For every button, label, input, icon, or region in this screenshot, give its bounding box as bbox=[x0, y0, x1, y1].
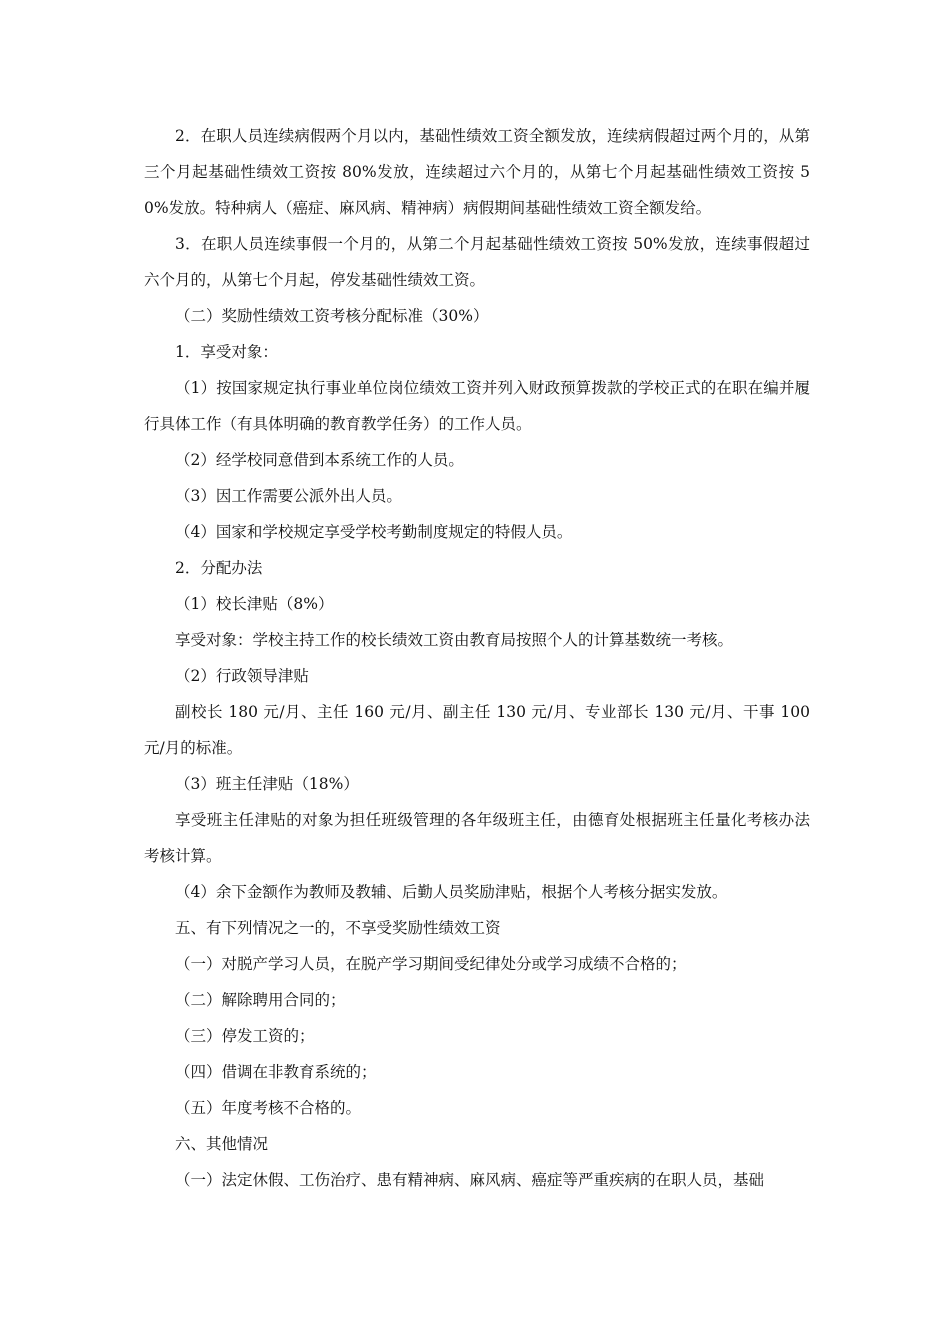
list-item-eligible-1: （1）按国家规定执行事业单位岗位绩效工资并列入财政预算拨款的学校正式的在职在编并履行具体工作（有具体明确的教育教学任务）的工作人员。 bbox=[144, 379, 810, 433]
list-item-exclusion-2: （二）解除聘用合同的； bbox=[175, 991, 346, 1009]
subheading-eligible: 1．享受对象： bbox=[175, 343, 278, 361]
section-heading-exclusions: 五、有下列情况之一的，不享受奖励性绩效工资 bbox=[175, 919, 501, 937]
list-item-other-1: （一）法定休假、工伤治疗、患有精神病、麻风病、癌症等严重疾病的在职人员，基础 bbox=[175, 1171, 765, 1189]
paragraph-principal-eligibility: 享受对象：学校主持工作的校长绩效工资由教育局按照个人的计算基数统一考核。 bbox=[175, 631, 734, 649]
section-heading-incentive-pay: （二）奖励性绩效工资考核分配标准（30%） bbox=[175, 307, 489, 325]
list-item-exclusion-5: （五）年度考核不合格的。 bbox=[175, 1099, 362, 1117]
list-item-exclusion-3: （三）停发工资的； bbox=[175, 1027, 315, 1045]
list-item-principal-allowance: （1）校长津贴（8%） bbox=[175, 595, 334, 613]
list-item-eligible-4: （4）国家和学校规定享受学校考勤制度规定的特假人员。 bbox=[175, 523, 573, 541]
paragraph-personal-leave: 3．在职人员连续事假一个月的，从第二个月起基础性绩效工资按 50%发放，连续事假超过六个月的，从第七个月起，停发基础性绩效工资。 bbox=[144, 235, 810, 289]
list-item-exclusion-1: （一）对脱产学习人员，在脱产学习期间受纪律处分或学习成绩不合格的； bbox=[175, 955, 687, 973]
list-item-remaining-amount: （4）余下金额作为教师及教辅、后勤人员奖励津贴，根据个人考核分据实发放。 bbox=[175, 883, 728, 901]
section-heading-other: 六、其他情况 bbox=[175, 1135, 269, 1153]
paragraph-head-teacher-eligibility: 享受班主任津贴的对象为担任班级管理的各年级班主任，由德育处根据班主任量化考核办法考核计算。 bbox=[144, 811, 810, 865]
list-item-head-teacher-allowance: （3）班主任津贴（18%） bbox=[175, 775, 359, 793]
list-item-exclusion-4: （四）借调在非教育系统的； bbox=[175, 1063, 377, 1081]
subheading-distribution: 2．分配办法 bbox=[175, 559, 263, 577]
document-body bbox=[144, 118, 810, 1198]
list-item-eligible-3: （3）因工作需要公派外出人员。 bbox=[175, 487, 402, 505]
list-item-eligible-2: （2）经学校同意借到本系统工作的人员。 bbox=[175, 451, 464, 469]
paragraph-sick-leave: 2．在职人员连续病假两个月以内，基础性绩效工资全额发放，连续病假超过两个月的，从第三个月起基础性绩效工资按 80%发放，连续超过六个月的，从第七个月起基础性绩效工资按 50%发放。特种病人（癌症、麻风病、精神病）病假期间基础性绩效工资全额发给。 bbox=[144, 127, 810, 217]
list-item-admin-allowance: （2）行政领导津贴 bbox=[175, 667, 309, 685]
paragraph-admin-rates: 副校长 180 元/月、主任 160 元/月、副主任 130 元/月、专业部长 130 元/月、干事 100 元/月的标准。 bbox=[144, 703, 810, 757]
